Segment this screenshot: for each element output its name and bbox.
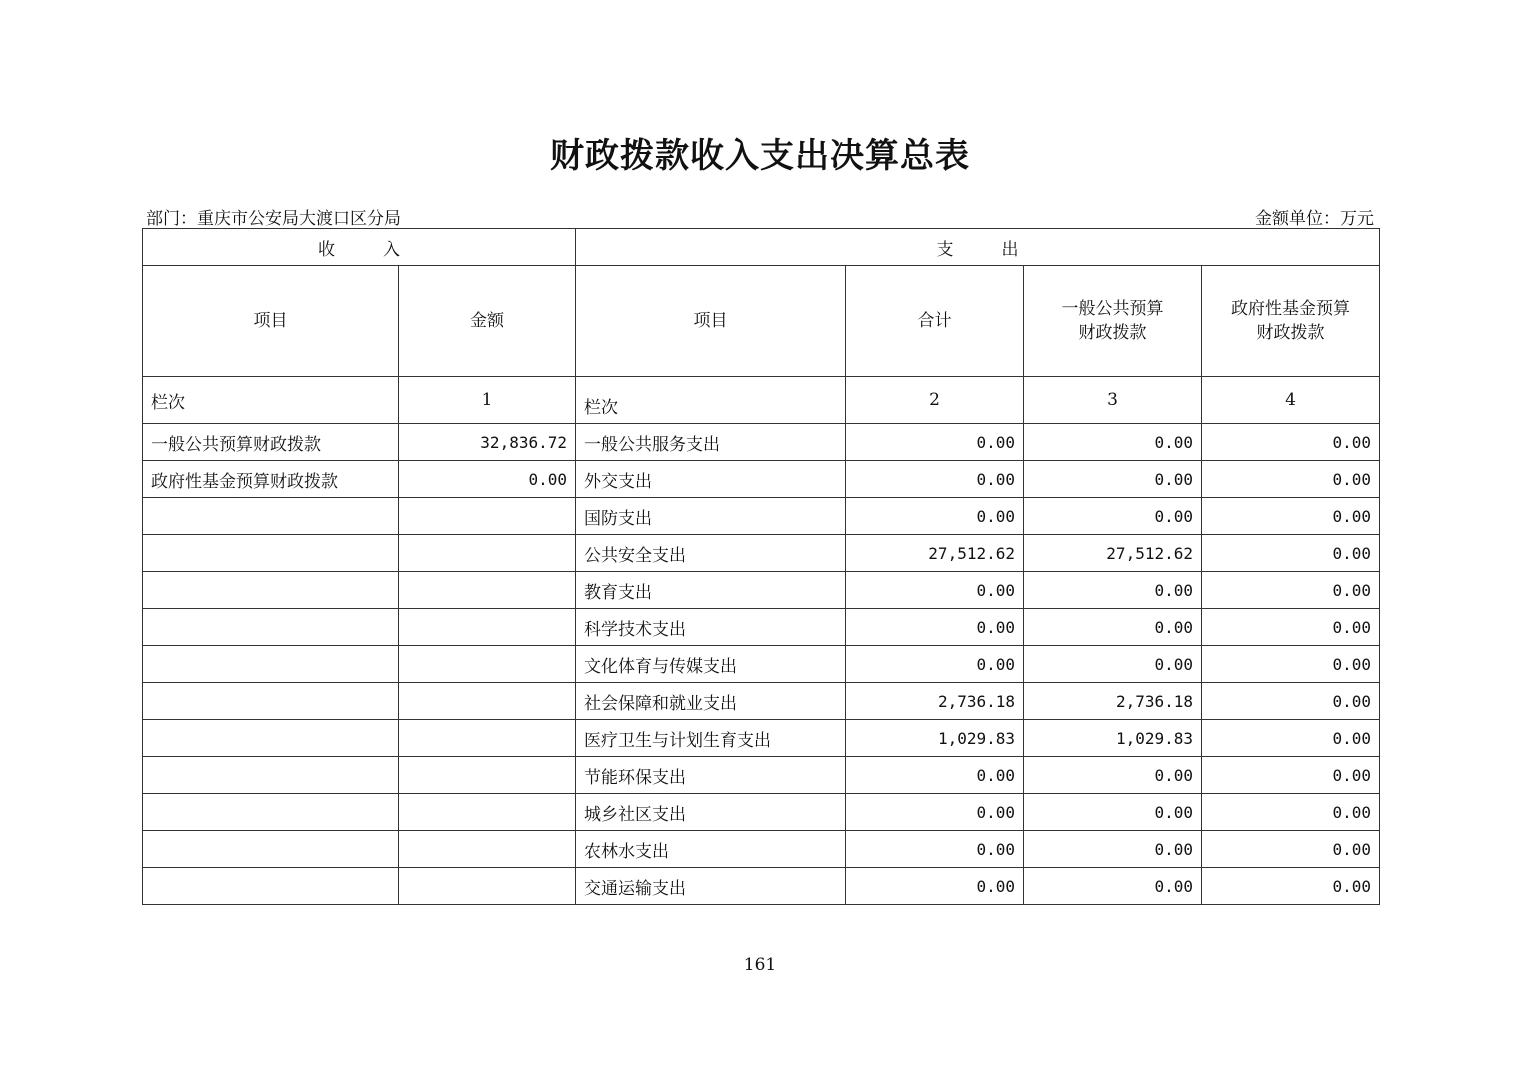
general-cell: 0.00 [1024,461,1202,498]
general-cell: 0.00 [1024,831,1202,868]
fund-cell: 0.00 [1202,535,1380,572]
page-title: 财政拨款收入支出决算总表 [550,136,970,176]
table-row [143,461,1380,498]
exp-item-cell: 农林水支出 [576,831,846,868]
exp-item-cell: 交通运输支出 [576,868,846,905]
total-cell: 0.00 [846,572,1024,609]
total-cell: 2,736.18 [846,683,1024,720]
exp-item-cell: 医疗卫生与计划生育支出 [576,720,846,757]
total-cell: 0.00 [846,646,1024,683]
fund-cell: 0.00 [1202,498,1380,535]
exp-item-cell: 节能环保支出 [576,757,846,794]
income-item-cell [143,757,399,794]
exp-item-cell: 教育支出 [576,572,846,609]
column-header-row [143,266,1380,377]
income-amount-cell: 0.00 [399,461,576,498]
table-row [143,757,1380,794]
fund-cell: 0.00 [1202,572,1380,609]
general-cell: 2,736.18 [1024,683,1202,720]
table-row [143,831,1380,868]
general-cell: 27,512.62 [1024,535,1202,572]
exp-item-cell: 一般公共服务支出 [576,424,846,461]
income-item-cell [143,831,399,868]
fund-cell: 0.00 [1202,424,1380,461]
total-cell: 0.00 [846,794,1024,831]
total-cell: 0.00 [846,868,1024,905]
income-amount-cell [399,831,576,868]
general-cell: 0.00 [1024,868,1202,905]
index-exp-label: 栏次 [576,377,846,424]
exp-item-cell: 城乡社区支出 [576,794,846,831]
col-header-fund: 政府性基金预算 财政拨款 [1202,266,1380,377]
table-row [143,498,1380,535]
total-cell: 0.00 [846,609,1024,646]
index-total-num: 2 [846,377,1024,424]
budget-table [142,228,1380,905]
income-amount-cell [399,572,576,609]
table-row [143,424,1380,461]
income-amount-cell [399,535,576,572]
general-cell: 0.00 [1024,794,1202,831]
income-item-cell [143,646,399,683]
col-header-total: 合计 [846,266,1024,377]
exp-item-cell: 科学技术支出 [576,609,846,646]
exp-item-cell: 社会保障和就业支出 [576,683,846,720]
exp-item-cell: 公共安全支出 [576,535,846,572]
table-row [143,868,1380,905]
total-cell: 27,512.62 [846,535,1024,572]
unit-label: 金额单位：万元 [1255,209,1374,229]
table-row [143,794,1380,831]
fund-cell: 0.00 [1202,646,1380,683]
table-row [143,609,1380,646]
income-amount-cell [399,609,576,646]
income-section-header: 收入 [143,229,576,266]
total-cell: 0.00 [846,757,1024,794]
income-item-cell [143,868,399,905]
fund-cell: 0.00 [1202,461,1380,498]
total-cell: 0.00 [846,831,1024,868]
fund-cell: 0.00 [1202,609,1380,646]
index-fund-num: 4 [1202,377,1380,424]
index-row [143,377,1380,424]
page-number: 161 [743,955,777,975]
total-cell: 0.00 [846,461,1024,498]
total-cell: 1,029.83 [846,720,1024,757]
general-cell: 0.00 [1024,424,1202,461]
income-amount-cell [399,646,576,683]
index-income-num: 1 [399,377,576,424]
income-amount-cell [399,720,576,757]
general-cell: 0.00 [1024,757,1202,794]
exp-item-cell: 外交支出 [576,461,846,498]
income-item-cell [143,720,399,757]
exp-item-cell: 国防支出 [576,498,846,535]
index-income-label: 栏次 [143,377,399,424]
col-header-amount: 金额 [399,266,576,377]
fund-cell: 0.00 [1202,683,1380,720]
general-cell: 1,029.83 [1024,720,1202,757]
general-cell: 0.00 [1024,609,1202,646]
table-row [143,646,1380,683]
income-item-cell [143,535,399,572]
index-general-num: 3 [1024,377,1202,424]
income-amount-cell: 32,836.72 [399,424,576,461]
total-cell: 0.00 [846,498,1024,535]
fund-cell: 0.00 [1202,794,1380,831]
income-amount-cell [399,868,576,905]
department-label: 部门：重庆市公安局大渡口区分局 [146,209,401,229]
col-header-income-item: 项目 [143,266,399,377]
total-cell: 0.00 [846,424,1024,461]
income-item-cell: 一般公共预算财政拨款 [143,424,399,461]
income-amount-cell [399,794,576,831]
fund-cell: 0.00 [1202,831,1380,868]
income-amount-cell [399,683,576,720]
exp-item-cell: 文化体育与传媒支出 [576,646,846,683]
table-row [143,683,1380,720]
income-item-cell [143,609,399,646]
fund-cell: 0.00 [1202,757,1380,794]
table-row [143,720,1380,757]
expenditure-section-header: 支出 [576,229,1380,266]
income-item-cell [143,572,399,609]
general-cell: 0.00 [1024,498,1202,535]
income-item-cell [143,498,399,535]
income-item-cell [143,794,399,831]
income-item-cell [143,683,399,720]
income-amount-cell [399,498,576,535]
fund-cell: 0.00 [1202,720,1380,757]
general-cell: 0.00 [1024,646,1202,683]
table-row [143,535,1380,572]
table-row [143,572,1380,609]
income-item-cell: 政府性基金预算财政拨款 [143,461,399,498]
section-header-row [143,229,1380,266]
col-header-general: 一般公共预算 财政拨款 [1024,266,1202,377]
col-header-exp-item: 项目 [576,266,846,377]
fund-cell: 0.00 [1202,868,1380,905]
general-cell: 0.00 [1024,572,1202,609]
income-amount-cell [399,757,576,794]
